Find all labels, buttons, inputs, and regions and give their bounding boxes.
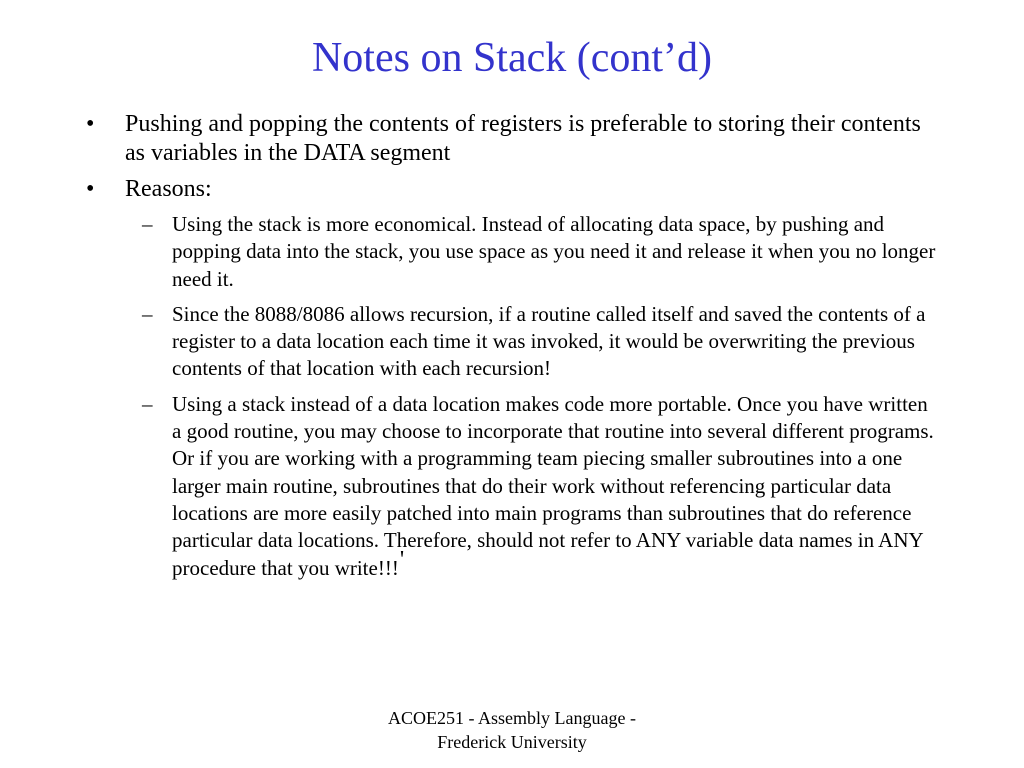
- trailing-tick-mark: ': [399, 546, 405, 573]
- bullet-marker: •: [86, 176, 95, 202]
- bullet-item: [86, 110, 936, 168]
- sub-bullet-text: Using the stack is more economical. Instead of allocating data space, by pushing and popping data into the stack, you use space as you need it and release it when you no longer need it.: [172, 212, 936, 291]
- dash-marker: –: [142, 391, 153, 416]
- dash-marker: –: [142, 301, 153, 326]
- footer-line-1: ACOE251 - Assembly Language -: [388, 708, 636, 728]
- dash-marker: –: [142, 212, 153, 236]
- sub-bullet-text: Using a stack instead of a data location makes code more portable. Once you have written a good routine, you may choose to incorporate that routine into several different programs. Or if you are working with a programming team piecing smaller subroutines into a one larger main routine, subroutines that do their work without referencing particular data locations are more easily patched into main programs than subroutines that do reference particular data locations. Therefore, should not refer to ANY variable data names in ANY procedure that you write!!!: [172, 391, 934, 580]
- sub-bullet-item: [142, 301, 936, 383]
- slide-footer: [312, 706, 712, 754]
- bullet-marker: •: [86, 111, 95, 137]
- footer-line-2: Frederick University: [437, 732, 587, 752]
- sub-bullet-text: Since the 8088/8086 allows recursion, if a routine called itself and saved the contents of a register to a data location each time it was invoked, it would be overwriting the previous contents of that location with each recursion!: [172, 301, 926, 381]
- sub-bullet-item: [142, 211, 936, 293]
- sub-bullet-item: [142, 391, 936, 582]
- slide-content: [86, 110, 936, 590]
- bullet-item: [86, 175, 936, 204]
- bullet-text: Pushing and popping the contents of registers is preferable to storing their contents as variables in the DATA segment: [125, 111, 921, 166]
- bullet-text: Reasons:: [125, 176, 212, 202]
- slide-title: Notes on Stack (cont’d): [311, 35, 713, 81]
